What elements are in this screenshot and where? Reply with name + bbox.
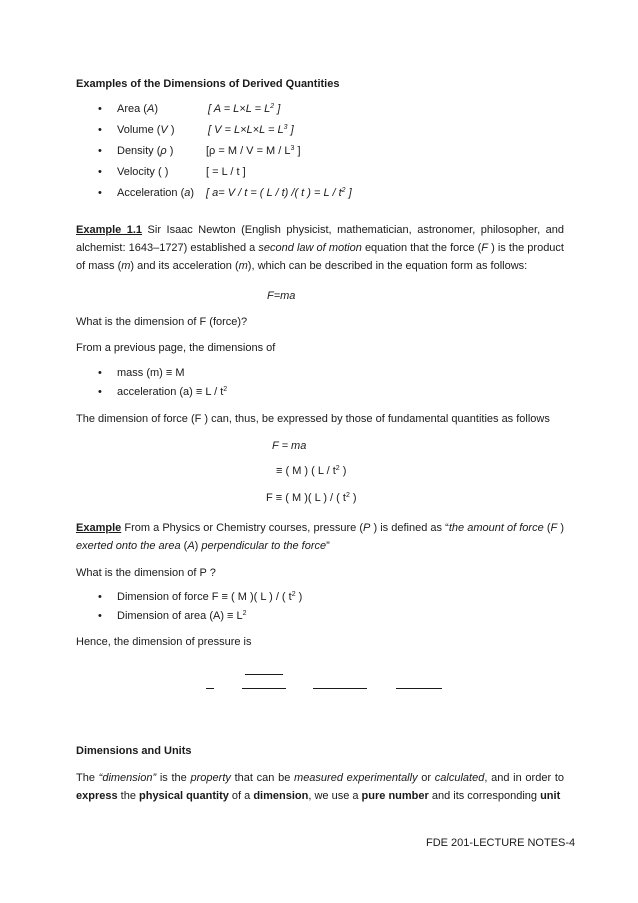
dimension-force: Dimension of force F ≡ ( M )( L ) / ( $t^2$ ) (117, 591, 303, 603)
dimension-acceleration: acceleration $(a) \equiv L / t^2$ (117, 386, 228, 398)
equation-force-3: F ≡ ( M )( L ) / ( $t^2$ ) (266, 492, 357, 504)
bullet: • (98, 124, 102, 136)
bullet: • (98, 367, 102, 379)
question-pressure: What is the dimension of P ? (76, 567, 216, 579)
bullet: • (98, 103, 102, 115)
bullet: • (98, 591, 102, 603)
section-title-derived-quantities: Examples of the Dimensions of Derived Quantities (76, 78, 340, 90)
force-conclusion: The dimension of force (F ) can, thus, be expressed by those of fundamental quantities as follows (76, 413, 550, 425)
section-title-dimensions-units: Dimensions and Units (76, 745, 192, 757)
answer-blank (245, 674, 283, 675)
bullet: • (98, 386, 102, 398)
question-force: What is the dimension of F (force)? (76, 316, 248, 328)
list-item-name: Area (A) (117, 103, 158, 115)
list-item-name: Velocity ( ) (117, 166, 169, 178)
list-item-name: Density (ρ ) (117, 145, 174, 157)
equation-force-2: ≡ ( M ) ( L / $t^2$ ) (276, 465, 347, 477)
list-item-formula: [ = L / t ] (206, 166, 246, 178)
answer-blank (396, 688, 442, 689)
list-item-formula: [ a= V / t = ( L / t) /( t ) = L / $t^2$ ] (206, 187, 352, 199)
bullet: • (98, 166, 102, 178)
dimensions-units-paragraph: The “dimension” is the property that can be measured experimentally or calculated, and in order to express the physical quantity of a dimension, we use a pure number and its corresponding unit (76, 772, 564, 802)
equation-force-1: F = ma (272, 440, 307, 452)
example-1-1-paragraph: Example 1.1 Sir Isaac Newton (English physicist, mathematician, astronomer, philosopher, and alchemist: 1643–1727) established a second law of motion equation that the force (F ) is the product of mass (m) and its acceleration (m), which can be described in the equation form as follows: (76, 224, 564, 272)
list-item-name: Volume (V ) (117, 124, 175, 136)
page-footer: FDE 201-LECTURE NOTES-4 (426, 837, 576, 849)
answer-blank (206, 688, 214, 689)
example-pressure-paragraph: Example From a Physics or Chemistry courses, pressure (P ) is defined as “the amount of force (F ) exerted onto the area (A) perpendicular to the force” (76, 522, 564, 552)
equation-f-ma: F=ma (267, 290, 296, 302)
list-item-formula: [ $V = L\times L\times L = L^3$ ] (208, 124, 294, 136)
list-item-name: Acceleration (a) (117, 187, 195, 199)
answer-blank (242, 688, 286, 689)
bullet: • (98, 187, 102, 199)
answer-blank (313, 688, 367, 689)
dimension-mass: mass (m) ≡ M (117, 367, 185, 379)
list-item-formula: [$\rho = M / V = M / L^3$ ] (206, 145, 301, 157)
hence-text: Hence, the dimension of pressure is (76, 636, 252, 648)
list-item-formula: [ $A = L\times L = L^2$ ] (208, 103, 281, 115)
bullet: • (98, 610, 102, 622)
bullet: • (98, 145, 102, 157)
dimension-area: Dimension of area $(A) \equiv L^2$ (117, 610, 247, 622)
previous-page-text: From a previous page, the dimensions of (76, 342, 276, 354)
